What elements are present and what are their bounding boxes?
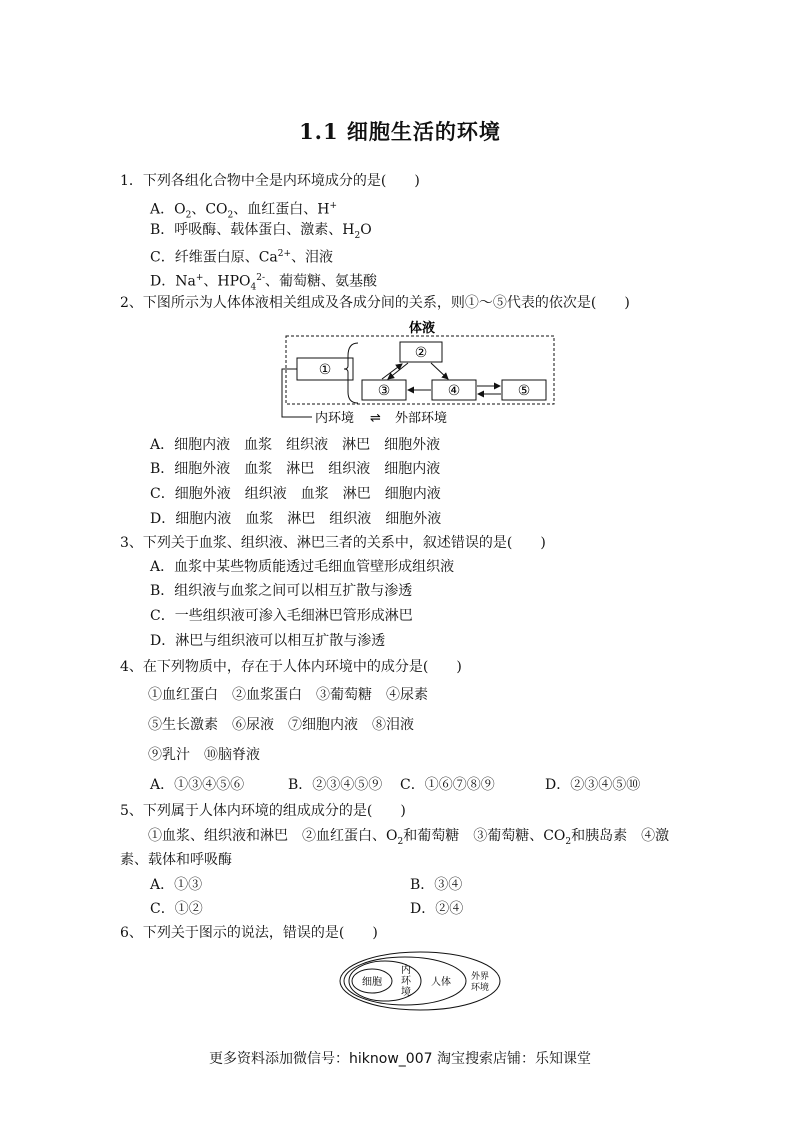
label-internal-environment: 内环境 (315, 411, 355, 426)
label-outer-2: 环境 (470, 983, 490, 993)
question-5-items-line-1: ①血浆、组织液和淋巴 ②血红蛋白、$O_2$和葡萄糖 ③葡萄糖、$CO_2$和胰岛素 ④激 (148, 828, 670, 847)
label-body: 人体 (431, 977, 451, 988)
question-3-option-d: D．淋巴与组织液可以相互扩散与渗透 (150, 633, 386, 649)
nested-ellipse-diagram (338, 950, 502, 1012)
label-inner-2: 环 (401, 976, 411, 987)
question-5-option-d: D．②④ (410, 901, 464, 917)
question-1-option-b: B．呼吸酶、载体蛋白、激素、$H_2O$ (150, 222, 372, 241)
question-5-option-a: A．①③ (150, 877, 203, 893)
question-3-option-a: A．血浆中某些物质能透过毛细血管壁形成组织液 (150, 559, 455, 575)
question-2-stem: 2、下图所示为人体体液相关组成及各成分间的关系，则①～⑤代表的依次是( ) (120, 295, 630, 311)
question-1-option-d: D．Na+、$HPO_4^{2-}$、葡萄糖、氨基酸 (150, 273, 377, 293)
arrow-2-to-4 (431, 363, 448, 379)
question-3-option-c: C．一些组织液可渗入毛细淋巴管形成淋巴 (150, 608, 413, 624)
question-5-option-b: B．③④ (410, 877, 463, 893)
question-5-stem: 5、下列属于人体内环境的组成成分的是( ) (120, 803, 406, 819)
question-2-option-c: C．细胞外液 组织液 血浆 淋巴 细胞内液 (150, 486, 441, 502)
page-title: 1.1 细胞生活的环境 (299, 119, 501, 144)
question-2-option-a: A．细胞内液 血浆 组织液 淋巴 细胞外液 (150, 437, 441, 453)
question-5-items-line-2: 素、载体和呼吸酶 (120, 852, 232, 868)
question-2-option-d: D．细胞内液 血浆 淋巴 组织液 细胞外液 (150, 511, 442, 527)
node-5-label: ⑤ (517, 383, 531, 399)
question-4-option-b: B．②③④⑤⑨ (288, 777, 383, 793)
label-outer-1: 外界 (470, 972, 490, 982)
diagram-title: 体液 (408, 321, 436, 336)
question-4-option-d: D．②③④⑤⑩ (545, 777, 641, 793)
label-inner-3: 境 (401, 987, 411, 998)
question-4-items-2: ⑤生长激素 ⑥尿液 ⑦细胞内液 ⑧泪液 (148, 717, 414, 733)
label-inner-1: 内 (401, 965, 411, 976)
question-4-option-c: C．①⑥⑦⑧⑨ (400, 777, 495, 793)
question-4-stem: 4、在下列物质中，存在于人体内环境中的成分是( ) (120, 659, 462, 675)
question-1-option-a: A．$O_2$、$CO_2$、血红蛋白、H+ (150, 201, 338, 221)
question-4-items-1: ①血红蛋白 ②血浆蛋白 ③葡萄糖 ④尿素 (148, 687, 428, 703)
label-cell: 细胞 (362, 977, 382, 988)
node-4-label: ④ (447, 383, 461, 399)
question-6-stem: 6、下列关于图示的说法，错误的是( ) (120, 925, 378, 941)
node-2-label: ② (414, 345, 428, 361)
question-1-stem: 1．下列各组化合物中全是内环境成分的是( ) (120, 173, 420, 189)
question-5-option-c: C．①② (150, 901, 203, 917)
question-1-option-c: C．纤维蛋白原、$Ca^{2+}$、泪液 (150, 249, 334, 266)
arrow-3-to-2 (382, 364, 402, 379)
node-1-label: ① (318, 362, 332, 378)
label-external-environment: 外部环境 (395, 411, 448, 426)
question-4-option-a: A．①③④⑤⑥ (150, 777, 245, 793)
body-fluid-diagram (270, 316, 560, 428)
arrow-2-to-3 (388, 363, 408, 379)
question-3-option-b: B．组织液与血浆之间可以相互扩散与渗透 (150, 583, 413, 599)
footer-note: 更多资料添加微信号：hiknow_007 淘宝搜索店铺：乐知课堂 (209, 1051, 591, 1067)
question-2-option-b: B．细胞外液 血浆 淋巴 组织液 细胞内液 (150, 461, 441, 477)
node-3-label: ③ (377, 383, 391, 399)
question-4-items-3: ⑨乳汁 ⑩脑脊液 (148, 747, 260, 763)
question-3-stem: 3、下列关于血浆、组织液、淋巴三者的关系中，叙述错误的是( ) (120, 535, 546, 551)
label-exchange-arrow: ⇌ (370, 411, 381, 426)
